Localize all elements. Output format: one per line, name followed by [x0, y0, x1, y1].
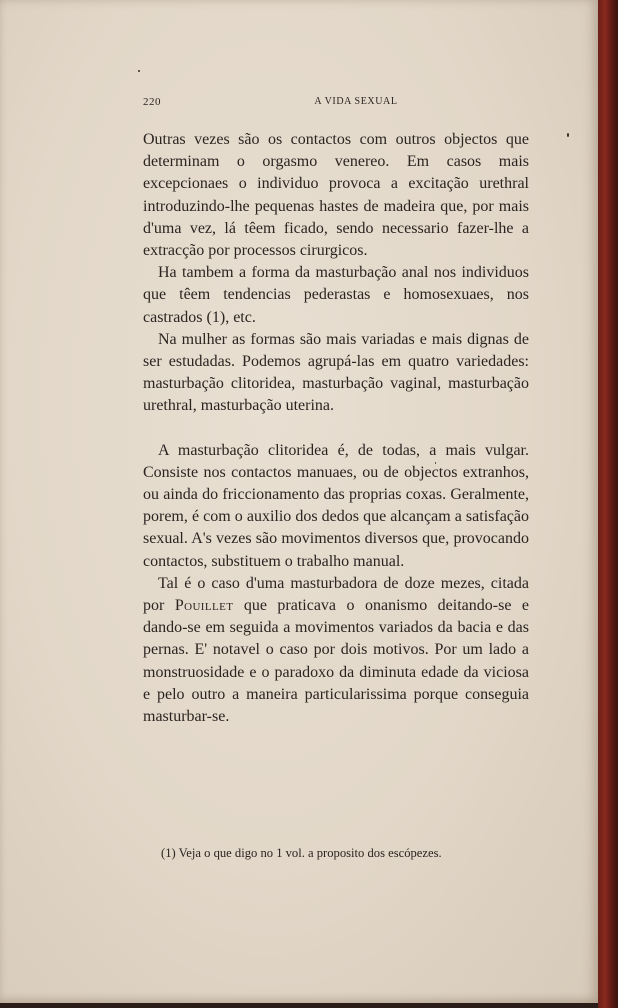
paragraph-objects: Outras vezes são os contactos com outros objectos que determinam o orgasmo venereo. Em casos mais excepcionaes o individuo provoca a excitação urethral introduzindo-lhe pequenas hastes de madeira que, por mais d'uma vez, lá têem ficado, sendo necessario fazer-lhe a extracção por processos cirurgicos. [143, 131, 529, 260]
paragraph-women-forms: Na mulher as formas são mais variadas e mais dignas de ser estudadas. Podemos agrupá-las em quatro variedades: masturbação clitoridea, masturbação vaginal, masturbação urethral, masturbação uterina. [143, 330, 529, 415]
paper-speck [567, 133, 569, 137]
paper-speck [435, 462, 436, 464]
running-title: A VIDA SEXUAL [314, 96, 398, 107]
page-number: 220 [143, 96, 161, 108]
paragraph-anal: Ha tambem a forma da masturbação anal nos individuos que têem tendencias pederastas e homosexuaes, nos castrados (1), etc. [143, 264, 529, 326]
page-header [143, 96, 529, 112]
paragraph-clitoral: A masturbação clitoridea é, de todas, a mais vulgar. Consiste nos contactos manuaes, ou de objectos extranhos, ou ainda do friccionamento das proprias coxas. Geralmente, porem, é com o auxilio dos dedos que alcançam a satisfação sexual. A's vezes são movimentos diversos que, provocando contactos, substituem o trabalho manual. [143, 441, 529, 570]
case-text-end: que praticava o onanismo deitando-se e dando-se em seguida a movimentos variados da bacia e das pernas. E' notavel o caso por dois motivos. Por um lado a monstruosidade e o paradoxo da diminuta edade da viciosa e pelo outro a maneira particularissima porque conseguia masturbar-se. [143, 597, 530, 726]
paper-speck [138, 70, 140, 72]
book-cover-edge [598, 0, 618, 1008]
footnote: (1) Veja o que digo no 1 vol. a proposito dos escópezes. [161, 846, 442, 860]
case-text-start: Tal é o caso d'uma masturbadora de doze mezes, citada por [143, 574, 529, 615]
body-text [143, 129, 529, 728]
author-name: Pouillet [174, 597, 234, 615]
paragraph-case [143, 573, 529, 728]
